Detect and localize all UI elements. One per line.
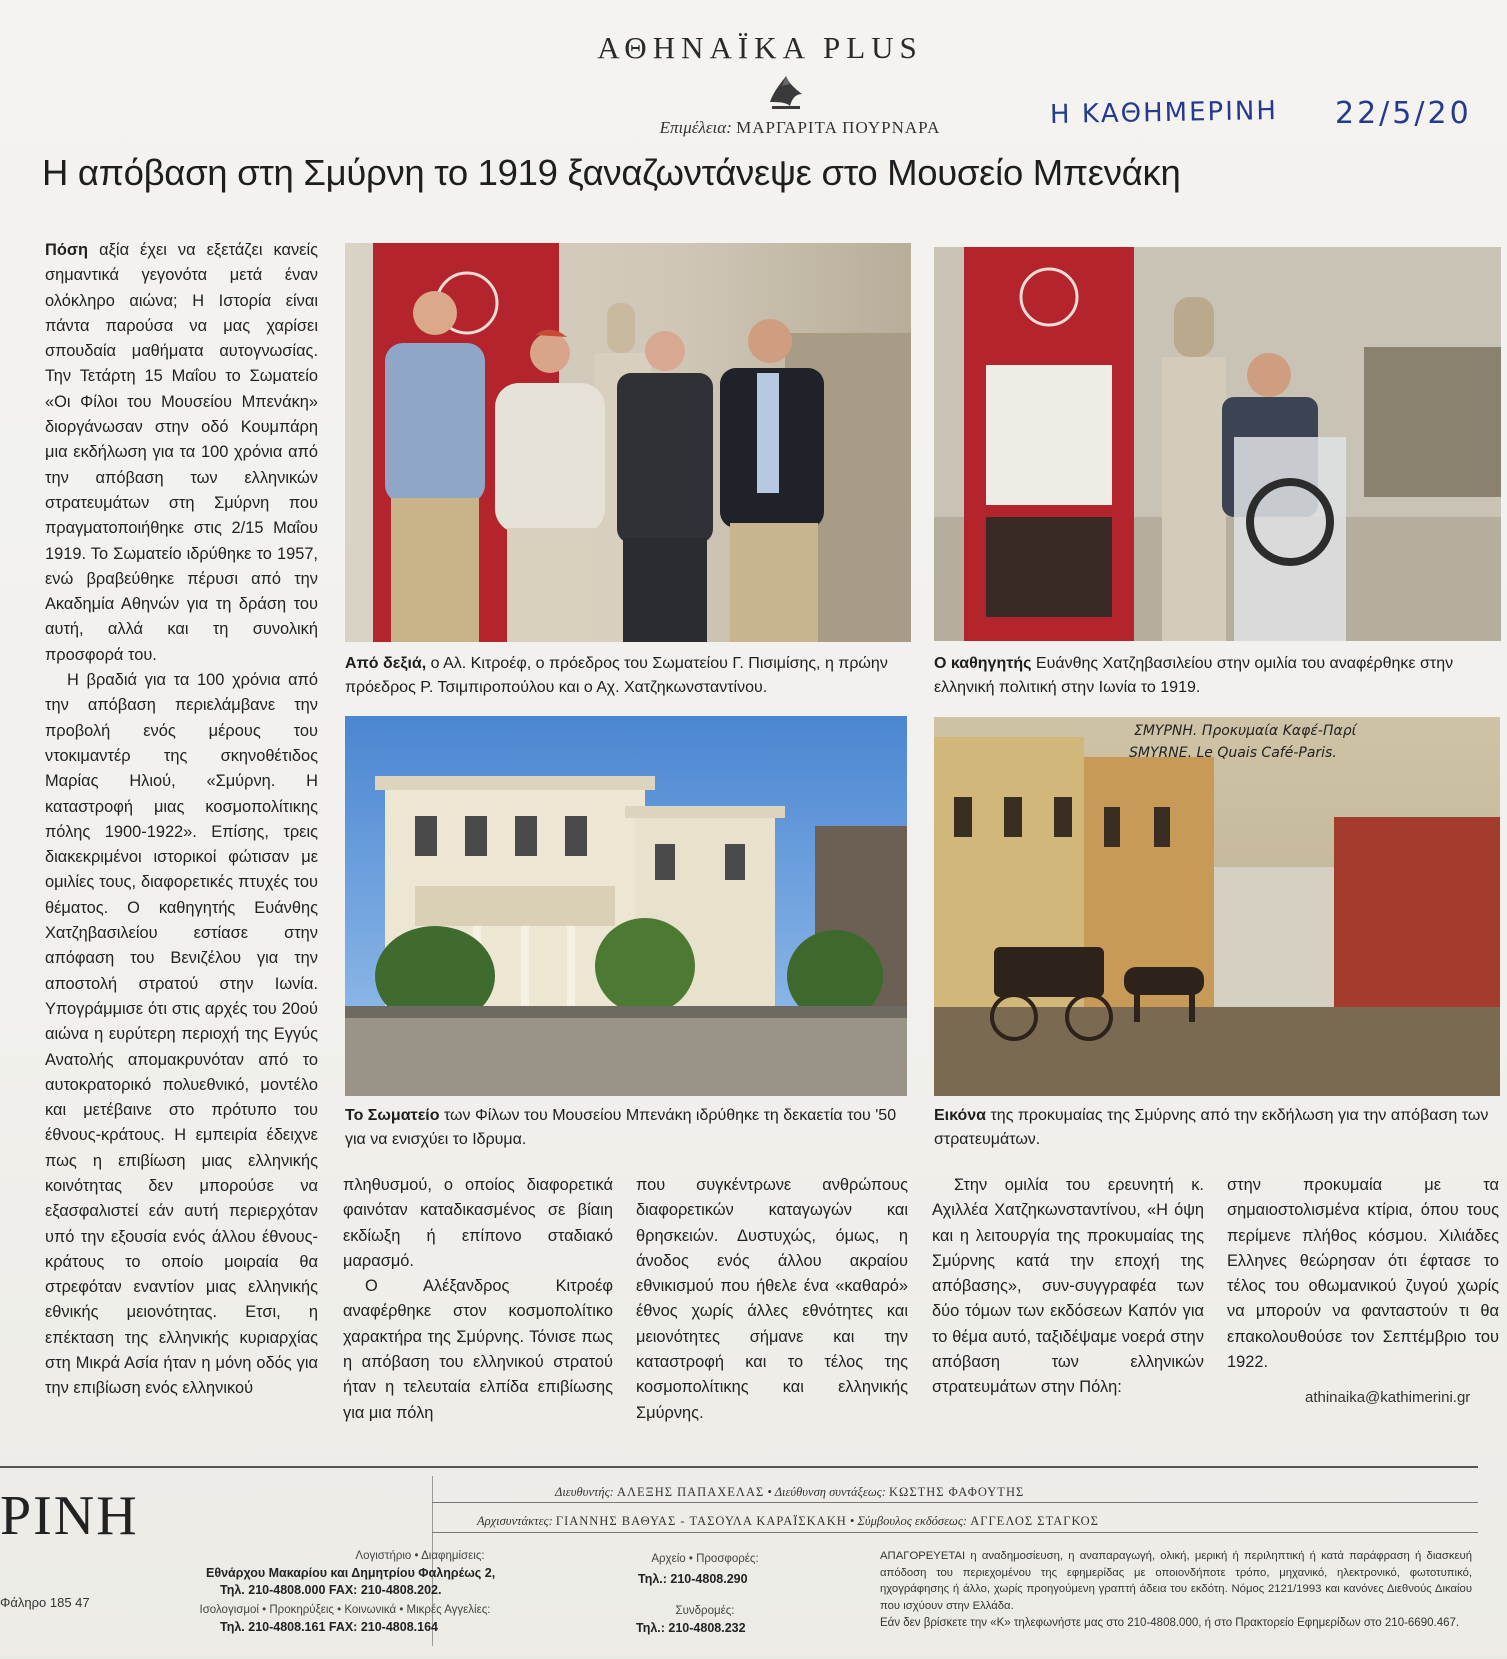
editor-credit (600, 118, 1000, 138)
paragraph-6: Στην ομιλία του ερευνητή κ. Αχιλλέα Χατζηκωνσταντίνου, «Η όψη και η λειτουργία της προκυμαίας της Σμύρνης κατά την εποχή της απόβασης», συν-συγγραφέα των δύο τόμων των εκδόσεων Καπόν για το θέμα αυτό, ταξιδέψαμε νοερά στην απόβαση των ελληνικών στρατευμάτων στην Πόλη: (932, 1176, 1204, 1397)
caption-text: ο Αλ. Κιτροέφ, ο πρόεδρος του Σωματείου Γ. Πισιμίσης, η πρώην πρόεδρος Ρ. Τσιμπιροπούλου και ο Αχ. Χατζηκωνσταντίνου. (345, 655, 888, 696)
distribution-notice: Εάν δεν βρίσκετε την «Κ» τηλεφωνήστε μας στο 210-4808.000, ή στο Πρακτορείο Εφημερίδων στο 210-6690.467. (880, 1617, 1460, 1629)
paragraph-3: πληθυσμού, ο οποίος διαφορετικά φαινόταν καταδικασμένος σε βίαιη εκδίωξη ή επίπονο σταδιακό μαρασμό. (343, 1176, 613, 1270)
caption-text: της προκυμαίας της Σμύρνης από την εκδήλωση για την απόβαση των στρατευμάτων. (934, 1107, 1489, 1148)
footer-address: Φάληρο 185 47 (0, 1595, 90, 1610)
paragraph-7: στην προκυμαία με τα σημαιοστολισμένα κτίρια, όπου τους περίμενε πλήθος κόσμου. Χιλιάδες Ελληνες θεώρησαν ότι έφτασε το τέλος του οθωμανικού ζυγού χωρίς να μπορούν να φανταστούν τι θα επακολουθούσε τον Σεπτέμβριο του 1922. (1227, 1176, 1499, 1372)
advisor-label: Σύμβουλος εκδόσεως: (857, 1514, 968, 1528)
director-name: ΑΛΕΞΗΣ ΠΑΠΑΧΕΛΑΣ (616, 1485, 765, 1499)
section-title: ΑΘΗΝΑΪΚΑ PLUS (597, 30, 923, 65)
sub-tel: Τηλ.: 210-4808.232 (636, 1621, 746, 1635)
footer-chief-line: Αρχισυντάκτες: ΓΙΑΝΝΗΣ ΒΑΘΥΑΣ - ΤΑΣΟΥΛΑ ΚΑΡΑΪΣΚΑΚΗ • Σύμβουλος εκδόσεως: ΑΓΓΕΛΟΣ ΣΤΑΓΚΟΣ (477, 1514, 1099, 1528)
copyright-notice: ΑΠΑΓΟΡΕΥΕΤΑΙ η αναδημοσίευση, η αναπαραγωγή, ολική, μερική ή περιληπτική ή κατά παράφραση ή διασκευή απόδοση του περιεχομένου της εφημερίδας με οποιονδήποτε τρόπο, μηχανικό, ηλεκτρονικό, φωτοτυπικό, ηχογράφησης ή άλλο, χωρίς προηγούμενη γραπτή άδεια του εκδότη. Νόμος 2121/1993 και κανόνες Διεθνούς Δικαίου που ισχύουν στην Ελλάδα. (880, 1550, 1472, 1612)
paragraph-2: Η βραδιά για τα 100 χρόνια από την απόβαση περιελάμβανε την προβολή ενός μέρους του ντοκιμαντέρ της σκηνοθέτιδος Μαρίας Ηλιού, «Σμύρνη. Η καταστροφή μιας κοσμοπολίτικης πόλης 1900-1922». Επίσης, τρεις διακεκριμένοι ιστορικοί φώτισαν με ομιλίες τους, διαφορετικές πτυχές του θέματος. Ο καθηγητής Ευάνθης Χατζηβασιλείου εστίασε στην απόφαση του Βενιζέλου για την αποστολή στρατού στην Ιωνία. Υπογράμμισε ότι στις αρχές του 20ού αιώνα η ευρύτερη περιοχή της Εγγύς Ανατολής απομακρυνόταν από το αυτοκρατορικό πολυεθνικό, μοντέλο και μετέβαινε στο πρότυπο του έθνους-κράτους. Η εμπειρία έδειχνε πως η επιβίωση μιας ελληνικής κοινότητας δεν μπορούσε να εξασφαλιστεί εάν αυτή περιερχόταν υπό την εξουσία ενός άλλου έθνους-κράτους το οποίο μοιραία θα στρεφόταν εναντίον μιας ελληνικής εθνικής μειονότητας. Ετσι, η επέκταση της ελληνικής κυριαρχίας στη Μικρά Ασία ήταν η μόνη οδός για την επιβίωση ενός ελληνικού (45, 671, 318, 1398)
footer-logo: ΡΙΝΗ (0, 1485, 139, 1547)
caption-lead: Εικόνα (934, 1107, 987, 1124)
caption-text: Ευάνθης Χατζηβασιλείου στην ομιλία του αναφέρθηκε στην ελληνική πολιτική στην Ιωνία το 1919. (934, 655, 1454, 696)
acc-label: Λογιστήριο • Διαφημίσεις: (355, 1550, 485, 1562)
footer-director-line: Διευθυντής: ΑΛΕΞΗΣ ΠΑΠΑΧΕΛΑΣ • Διεύθυνση συντάξεως: ΚΩΣΤΗΣ ΦΑΦΟΥΤΗΣ (555, 1485, 1025, 1499)
photo-group-portrait (345, 243, 911, 642)
handwritten-date: 22/5/20 (1335, 96, 1472, 131)
chief-label: Αρχισυντάκτες: (477, 1514, 553, 1528)
editor-name: ΜΑΡΓΑΡΙΤΑ ΠΟΥΡΝΑΡΑ (736, 118, 941, 137)
arch-tel: Τηλ.: 210-4808.290 (638, 1572, 748, 1586)
footer-rule (432, 1532, 1478, 1533)
paragraph-4: Ο Αλέξανδρος Κιτροέφ αναφέρθηκε στον κοσμοπολίτικο χαρακτήρα της Σμύρνης. Τόνισε πως η απόβαση του ελληνικού στρατού ήταν η τελευταία ελπίδα επιβίωσης για μια πόλη (343, 1277, 613, 1422)
photo-speaker-lectern (934, 247, 1501, 641)
bal-tel: Τηλ. 210-4808.161 FAX: 210-4808.164 (220, 1620, 438, 1634)
chief-names: ΓΙΑΝΝΗΣ ΒΑΘΥΑΣ - ΤΑΣΟΥΛΑ ΚΑΡΑΪΣΚΑΚΗ (555, 1514, 847, 1528)
headline: Η απόβαση στη Σμύρνη το 1919 ξαναζωντάνεψε στο Μουσείο Μπενάκη (42, 152, 1181, 193)
editor-prefix: Επιμέλεια: (659, 118, 732, 137)
caption-lead: Ο καθηγητής (934, 655, 1032, 672)
caption-group-photo (345, 652, 925, 700)
advisor-name: ΑΓΓΕΛΟΣ ΣΤΑΓΚΟΣ (970, 1514, 1099, 1528)
photo-benaki-museum (345, 716, 907, 1096)
lead-word: Πόση (45, 241, 89, 259)
acc-tel: Τηλ. 210-4808.000 FAX: 210-4808.202. (220, 1583, 442, 1597)
article-column-4 (932, 1173, 1204, 1401)
person-3 (617, 331, 713, 642)
handwritten-note: Η ΚΑΘΗΜΕΡΙΝΗ (1049, 96, 1279, 130)
caption-text: των Φίλων του Μουσείου Μπενάκη ιδρύθηκε τη δεκαετία του '50 για να ενισχύει το Ιδρυμα. (345, 1107, 897, 1148)
article-column-1 (45, 238, 318, 1402)
caption-speaker-photo (934, 652, 1500, 700)
contact-email: athinaika@kathimerini.gr (1305, 1389, 1471, 1406)
postcard-line-1: ΣΜΥΡΝΗ. Προκυμαία Καφέ-Παρί (1134, 723, 1357, 739)
caption-lead: Το Σωματείο (345, 1107, 440, 1124)
owl-logo-icon (764, 72, 808, 112)
paragraph-1: αξία έχει να εξετάζει κανείς σημαντικά γεγονότα μετά έναν ολόκληρο αιώνα; Η Ιστορία είναι πάντα παρούσα να μας χαρίσει σπουδαία μαθήματα αυτογνωσίας. Την Τετάρτη 15 Μαΐου το Σωματείο «Οι Φίλοι του Μουσείου Μπενάκη» διοργάνωσαν στην οδό Κουμπάρη μια εκδήλωση για τα 100 χρόνια από την απόβαση των ελληνικών στρατευμάτων στη Σμύρνη που πραγματοποιήθηκε στις 2/15 Μαΐου 1919. Το Σωματείο ιδρύθηκε το 1957, ενώ βραβεύθηκε πέρυσι από την Ακαδημία Αθηνών για τη δράση του αυτή, αλλά και τη συνολική προσφορά του. (45, 241, 318, 664)
editor-label: Διεύθυνση συντάξεως: (774, 1485, 886, 1499)
article-column-5 (1227, 1173, 1499, 1375)
article-column-2 (343, 1173, 613, 1426)
caption-smyrna-photo (934, 1104, 1500, 1152)
sub-label: Συνδρομές: (675, 1605, 735, 1617)
editor-name: ΚΩΣΤΗΣ ΦΑΦΟΥΤΗΣ (889, 1485, 1025, 1499)
article-column-3 (636, 1173, 908, 1426)
photo-smyrna-postcard (934, 717, 1500, 1096)
postcard-line-2: SMYRNE. Le Quais Café-Paris. (1129, 745, 1337, 761)
paragraph-5: που συγκέντρωνε ανθρώπους διαφορετικών καταγωγών και θρησκειών. Δυστυχώς, όμως, η άνοδος ενός άλλου ακραίου εθνικισμού που ήθελε ένα «καθαρό» έθνος χωρίς άλλες εθνότητες και μειονότητες σήμανε και την καταστροφή και το τέλος της κοσμοπολίτικης και ελληνικής Σμύρνης. (636, 1176, 908, 1422)
arch-label: Αρχείο • Προσφορές: (651, 1553, 759, 1565)
caption-museum-photo (345, 1104, 915, 1152)
person-1 (385, 291, 485, 642)
caption-lead: Από δεξιά, (345, 655, 427, 672)
director-label: Διευθυντής: (555, 1485, 614, 1499)
footer-rule (432, 1502, 1478, 1503)
bal-label: Ισολογισμοί • Προκηρύξεις • Κοινωνικά • Μικρές Αγγελίες: (199, 1604, 491, 1616)
acc-address: Εθνάρχου Μακαρίου και Δημητρίου Φαληρέως 2, (206, 1566, 496, 1580)
